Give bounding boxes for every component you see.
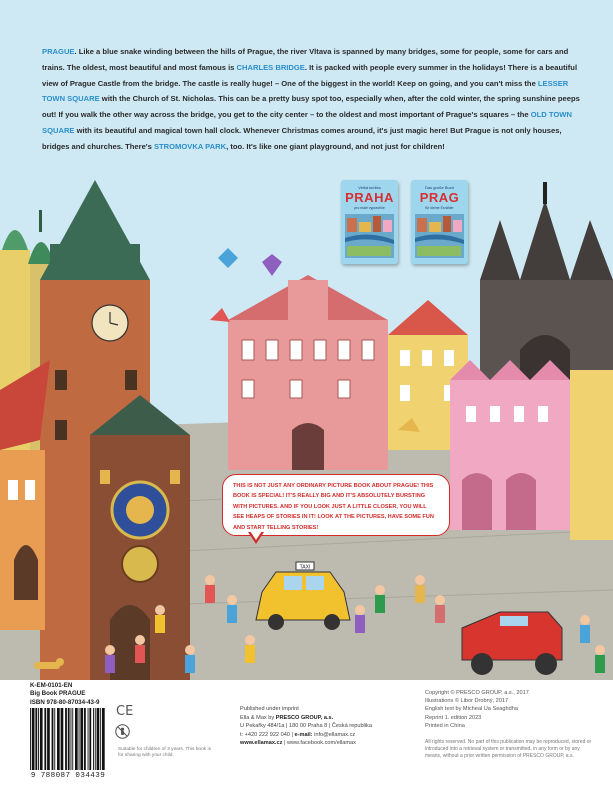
place-name: OLD TOWN SQUARE [42,110,572,135]
intro-text-segment: with its beautiful and magical town hall clock. Whenever Christmas comes around, it's just magic here! But Prague is not only houses, bridges and churches. There's [42,125,562,151]
publisher-line-2: Ella & Max by PRESCO GROUP, a.s. [240,714,334,721]
publisher-info [240,705,372,748]
intro-text-segment: . It is packed with people every summer in the holidays! There is a beautiful view of Prague Castle from the bridge. The castle is really huge! – One of the biggest in the world! Keep on going, and you can't miss the [42,62,578,88]
book-sub-line: pro malé vypravěče [354,206,385,210]
intro-text-segment: . Like a blue snake winding between the hills of Prague, the river Vltava is spanned by many bridges, some for people, some for cars and trains. The oldest, most beautiful and most famous is [42,47,569,72]
taxi-sign: TAXI [299,564,311,571]
copyright-info [425,689,529,730]
place-name: LESSER TOWN SQUARE [42,78,569,104]
book-title: PRAG [419,190,460,205]
barcode-number: 9 788087 034439 [30,772,106,780]
book-title: PRAHA [345,190,394,205]
publisher-contact: t: +420 222 922 040 | e-mail: info@ellamax.cz [240,731,356,738]
age-warning-text: Suitable for children of 3 years. This book is for sharing with your child. [118,747,211,759]
tyn-church-towers [480,182,613,380]
speech-bubble-text: THIS IS NOT JUST ANY ORDINARY PICTURE BOOK ABOUT PRAGUE! THIS BOOK IS SPECIAL! IT'S REALLY BIG AND IT'S ABSOLUTELY BURSTING WITH PICTURES. AND IF YOU LOOK JUST A LITTLE CLOSER, YOU WILL SEE HEAPS OF STORIES IN IT! LOOK AT THE PICTURES, HAVE SOME FUN AND START TELLING STORIES! [233,483,434,531]
text-credit: English text by Micheal Ua Seaghdha [425,706,518,713]
place-name: PRAGUE [42,47,75,56]
product-code: K-EM-0101-EN [30,682,73,689]
speech-bubble-tail-fill [250,531,262,540]
kinsky-palace [228,275,388,470]
prague-illustration [0,180,613,680]
speech-bubble [222,474,450,536]
publisher-line-1: Published under imprint [240,706,299,712]
red-roof-house [0,360,50,630]
publisher-address: U Pekařky 484/1a | 180 00 Praha 8 | Česká republika [240,723,372,730]
copyright-line: Copyright © PRESCO GROUP, a.s., 2017 [425,690,529,696]
place-name: STROMOVKA PARK [153,141,227,151]
product-info [30,682,99,707]
book-top-line: Velká knížka [358,185,381,190]
place-name: CHARLES BRIDGE [236,62,305,72]
intro-text-segment: with the Church of St. Nicholas. This can be a pretty busy spot too, especially when, after the cold winter, the spring sunshine peeps out! If you walk the other way across the bridge, you get to the city center – to the oldest and most important of Prague's squares – the [42,94,580,120]
illustrations-credit: Illustrations © Libor Drobný, 2017 [425,698,509,705]
edition-line: Reprint 1. edition 2023 [425,714,482,721]
product-title: Big Book PRAGUE [30,690,86,698]
book-sub-line: für kleine Erzähler [425,206,454,210]
book-top-line: Das große Buch [425,185,454,190]
intro-text-segment: , too. It's like one giant playground, and not just for children! [226,141,445,151]
age-warning-icon [115,724,130,739]
product-isbn: ISBN 978-80-87034-43-9 [30,698,100,706]
printed-in: Printed in China [425,722,465,729]
pink-house-right [450,360,613,540]
publisher-web: www.ellamax.cz | www.facebook.com/ellamax [240,740,356,747]
ce-mark: CE [116,704,134,719]
isbn-barcode [26,708,110,780]
intro-text [42,44,588,155]
rights-notice: All rights reserved. No part of this publication may be reproduced, stored or introduced into a retrieval system or transmitted, in any form or by any means, without a prior written permission of PRESCO GROUP, a.s. [425,739,592,759]
